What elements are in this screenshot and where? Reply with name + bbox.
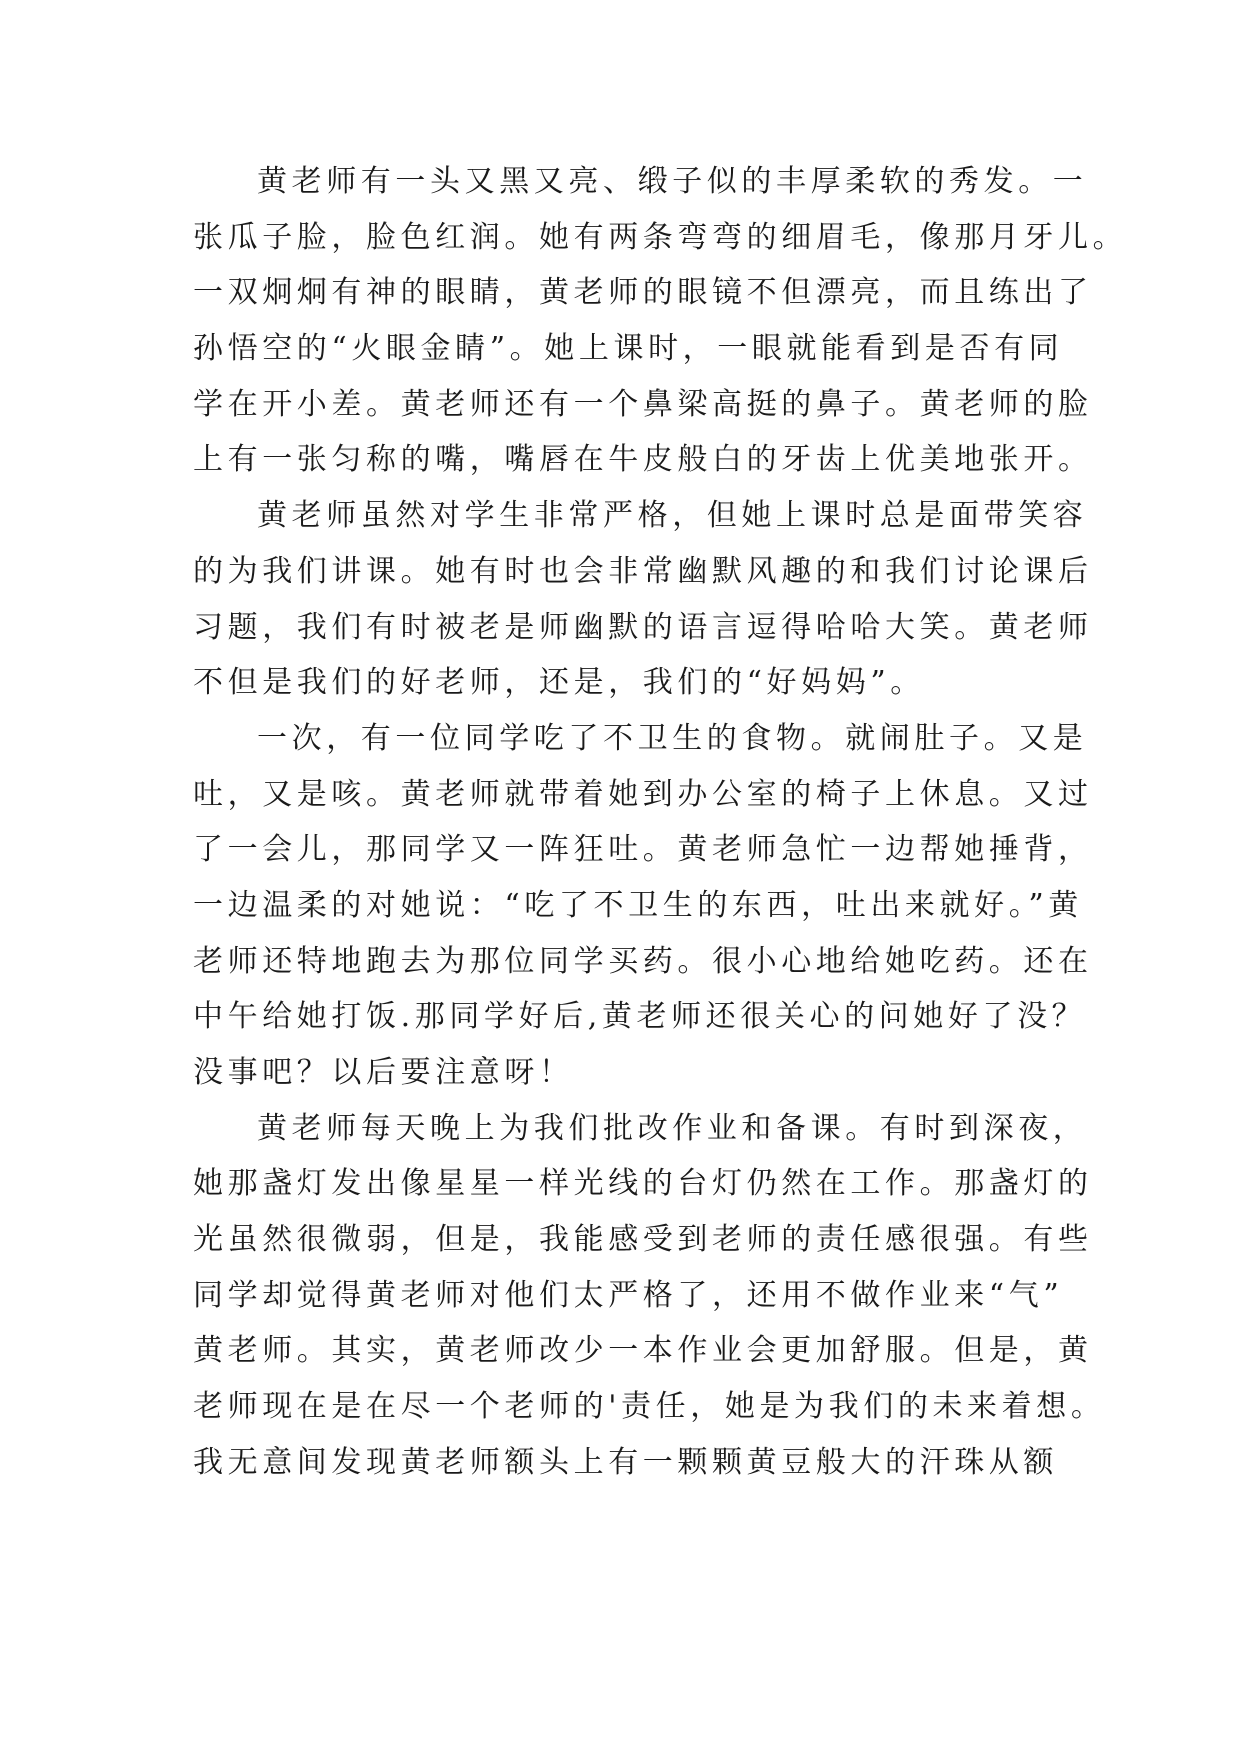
text-line: 黄老师。其实，黄老师改少一本作业会更加舒服。但是，黄: [193, 1333, 1093, 1369]
text-line: 的为我们讲课。她有时也会非常幽默风趣的和我们讨论课后: [193, 553, 1093, 589]
paragraph: [193, 1101, 1106, 1491]
text-line: 一次，有一位同学吃了不卫生的食物。就闹肚子。又是: [257, 720, 1088, 756]
text-line: 我无意间发现黄老师额头上有一颗颗黄豆般大的汗珠从额: [193, 1444, 1058, 1480]
text-line: 光虽然很微弱，但是，我能感受到老师的责任感很强。有些: [193, 1222, 1093, 1258]
text-line: 同学却觉得黄老师对他们太严格了，还用不做作业来“气”: [193, 1277, 1064, 1313]
text-line: 中午给她打饭.那同学好后,黄老师还很关心的问她好了没？: [193, 999, 1087, 1035]
text-line: 她那盏灯发出像星星一样光线的台灯仍然在工作。那盏灯的: [193, 1166, 1093, 1202]
paragraph: [193, 154, 1128, 488]
text-line: 没事吧？以后要注意呀！: [193, 1055, 574, 1090]
text-line: 黄老师每天晚上为我们批改作业和备课。有时到深夜，: [257, 1110, 1088, 1146]
text-line: 习题，我们有时被老是师幽默的语言逗得哈哈大笑。黄老师: [193, 609, 1093, 645]
text-line: 一边温柔的对她说：“吃了不卫生的东西，吐出来就好。”黄: [193, 887, 1083, 923]
text-line: 了一会儿，那同学又一阵狂吐。黄老师急忙一边帮她捶背，: [193, 832, 1093, 868]
text-line: 学在开小差。黄老师还有一个鼻梁高挺的鼻子。黄老师的脸: [193, 386, 1093, 422]
text-line: 不但是我们的好老师，还是，我们的“好妈妈”。: [193, 665, 925, 701]
text-line: 吐，又是咳。黄老师就带着她到办公室的椅子上休息。又过: [193, 776, 1093, 812]
text-line: 老师还特地跑去为那位同学买药。很小心地给她吃药。还在: [193, 943, 1093, 979]
text-line: 老师现在是在尽一个老师的'责任，她是为我们的未来着想。: [193, 1389, 1106, 1425]
text-line: 一双炯炯有神的眼睛，黄老师的眼镜不但漂亮，而且练出了: [193, 275, 1093, 311]
text-line: 上有一张匀称的嘴，嘴唇在牛皮般白的牙齿上优美地张开。: [193, 442, 1093, 478]
paragraph: [193, 711, 1093, 1101]
text-line: 孙悟空的“火眼金睛”。她上课时，一眼就能看到是否有同: [193, 331, 1064, 367]
paragraph: [193, 488, 1093, 711]
text-line: 黄老师有一头又黑又亮、缎子似的丰厚柔软的秀发。一: [257, 164, 1088, 199]
text-line: 黄老师虽然对学生非常严格，但她上课时总是面带笑容: [257, 498, 1088, 534]
document-body: [193, 154, 1128, 1491]
text-line: 张瓜子脸，脸色红润。她有两条弯弯的细眉毛，像那月牙儿。: [193, 219, 1128, 255]
